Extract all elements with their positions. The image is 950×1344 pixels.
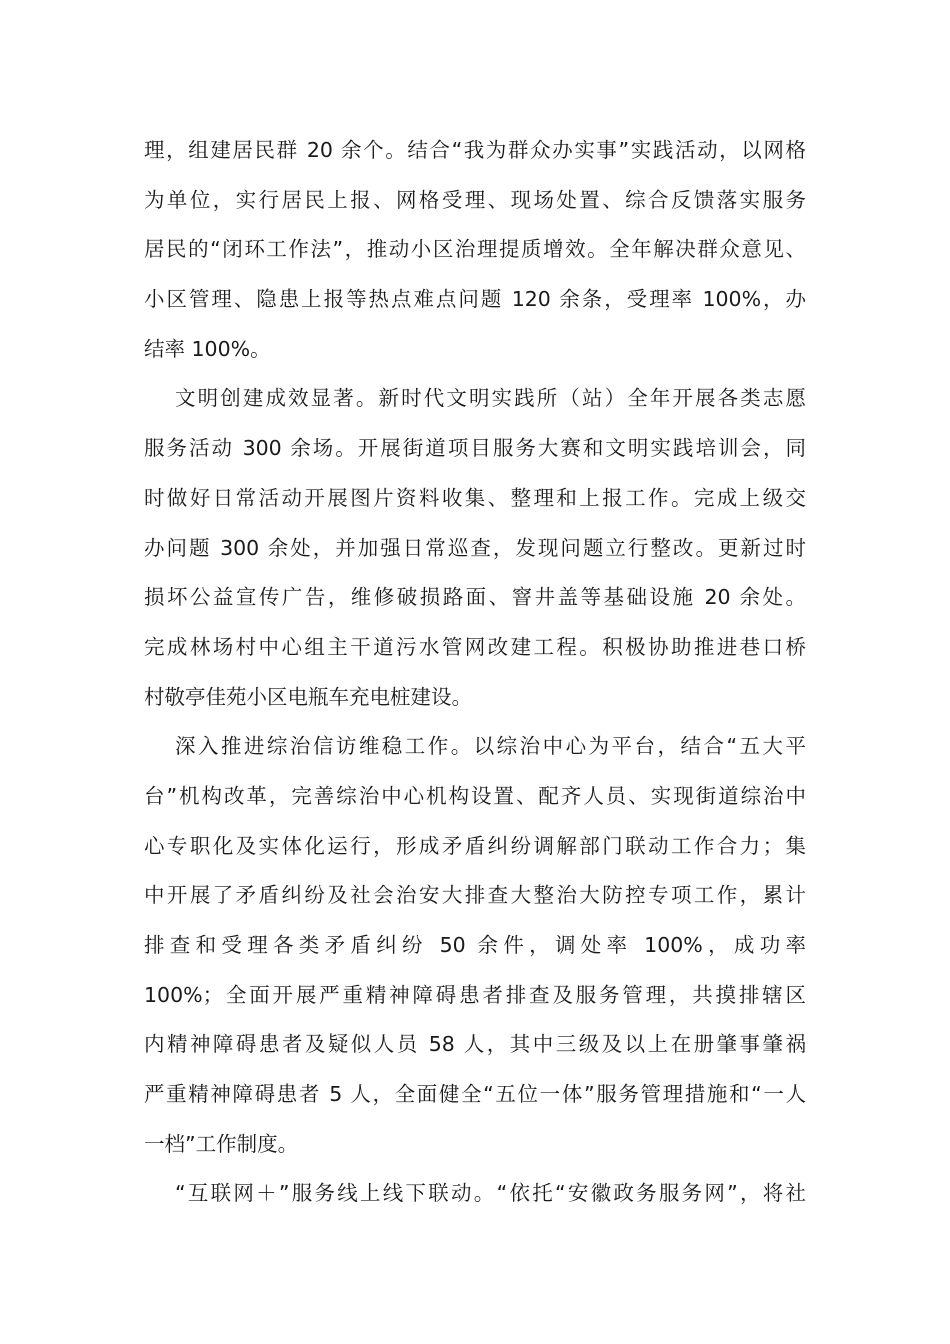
text-line: 严重精神障碍患者 5 人，全面健全“五位一体”服务管理措施和“一人	[144, 1082, 806, 1107]
text-line: 时做好日常活动开展图片资料收集、整理和上报工作。完成上级交	[144, 485, 806, 510]
text-line: 理，组建居民群 20 余个。结合“我为群众办实事”实践活动，以网格	[144, 138, 806, 162]
text-line: 心专职化及实体化运行，形成矛盾纠纷调解部门联动工作合力；集	[144, 833, 806, 858]
text-line: “互联网＋”服务线上线下联动。“依托“安徽政务服务网”，将社	[175, 1181, 806, 1206]
text-line: 完成林场村中心组主干道污水管网改建工程。积极协助推进巷口桥	[144, 634, 806, 659]
text-line: 村敬亭佳苑小区电瓶车充电桩建设。	[144, 684, 472, 709]
text-line: 内精神障碍患者及疑似人员 58 人，其中三级及以上在册肇事肇祸	[144, 1032, 806, 1057]
text-line: 中开展了矛盾纠纷及社会治安大排查大整治大防控专项工作，累计	[144, 883, 806, 908]
text-line: 为单位，实行居民上报、网格受理、现场处置、综合反馈落实服务	[144, 187, 806, 212]
text-line: 排查和受理各类矛盾纠纷 50 余件，调处率 100%，成功率	[144, 933, 806, 957]
text-line: 办问题 300 余处，并加强日常巡查，发现问题立行整改。更新过时	[144, 535, 806, 560]
text-line: 损坏公益宣传广告，维修破损路面、窨井盖等基础设施 20 余处。	[144, 585, 806, 610]
text-line: 结率 100%。	[144, 336, 271, 361]
text-line: 小区管理、隐患上报等热点难点问题 120 余条，受理率 100%，办	[144, 287, 806, 312]
text-line: 居民的“闭环工作法”，推动小区治理提质增效。全年解决群众意见、	[144, 237, 806, 262]
text-line: 台”机构改革，完善综治中心机构设置、配齐人员、实现街道综治中	[144, 783, 806, 808]
text-line: 文明创建成效显著。新时代文明实践所（站）全年开展各类志愿	[175, 386, 806, 411]
document-body	[144, 126, 806, 1219]
text-line: 一档”工作制度。	[144, 1131, 299, 1156]
text-line: 服务活动 300 余场。开展街道项目服务大赛和文明实践培训会，同	[144, 436, 806, 461]
text-line: 100%；全面开展严重精神障碍患者排查及服务管理，共摸排辖区	[144, 982, 806, 1007]
text-line: 深入推进综治信访维稳工作。以综治中心为平台，结合“五大平	[175, 734, 806, 759]
